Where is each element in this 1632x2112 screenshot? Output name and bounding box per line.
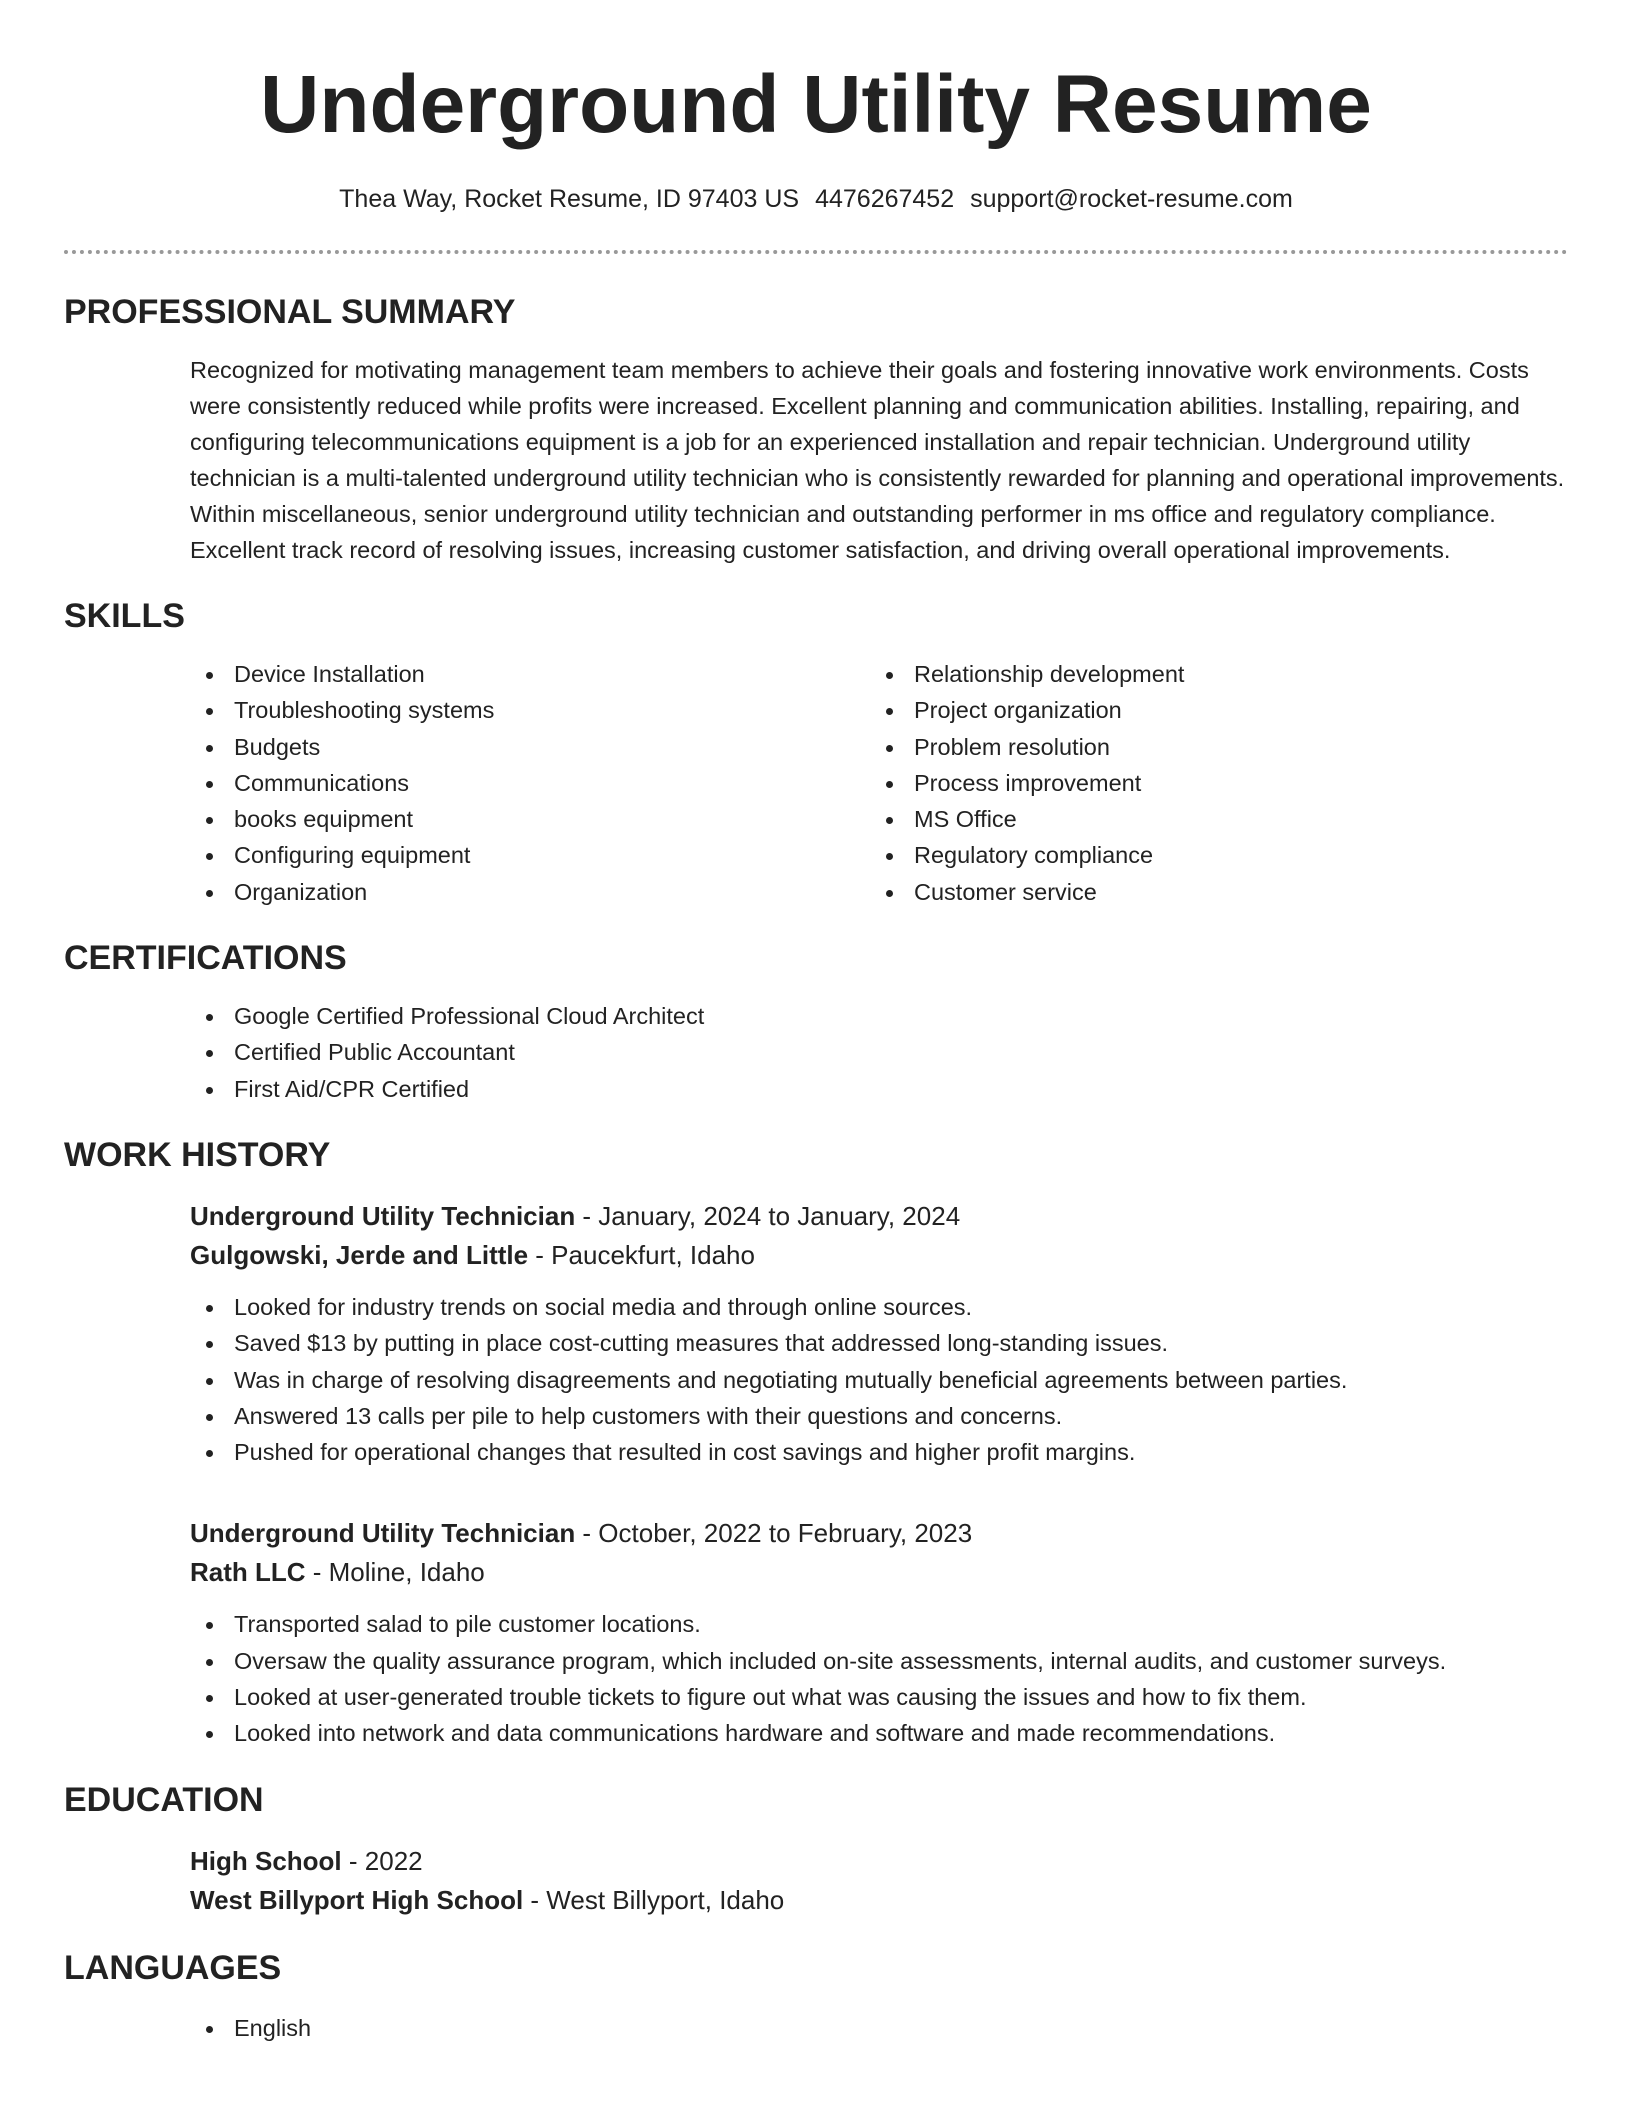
certification-item: Certified Public Accountant [190, 1034, 1568, 1070]
job-duties-list [190, 1289, 1568, 1470]
skill-item: Project organization [870, 692, 1550, 728]
education-section [64, 1780, 1568, 1920]
languages-section [64, 1948, 1568, 2046]
job-dates: - January, 2024 to January, 2024 [575, 1200, 961, 1231]
contact-address: Thea Way, Rocket Resume, ID 97403 US [339, 185, 800, 213]
languages-list [190, 2010, 1568, 2046]
section-heading-summary: PROFESSIONAL SUMMARY [64, 293, 516, 331]
job-company: Rath LLC [190, 1557, 306, 1588]
job-title-line [190, 1514, 1568, 1553]
section-heading-education: EDUCATION [64, 1780, 264, 1819]
skills-list-left [190, 656, 870, 910]
skill-item: MS Office [870, 801, 1550, 837]
skill-item: Customer service [870, 874, 1550, 910]
job-duty-item: Looked at user-generated trouble tickets to figure out what was causing the issues and how to fix them. [190, 1679, 1568, 1715]
header-divider [64, 250, 1568, 254]
job-title: Underground Utility Technician [190, 1200, 576, 1231]
skills-column-left [190, 656, 870, 910]
skill-item: Relationship development [870, 656, 1550, 692]
summary-text: Recognized for motivating management team members to achieve their goals and fostering innovative work environments. Costs were consistently reduced while profits were increased. Excellent planning and communication abilities. Installing, repairing, and configuring telecommunications equipment is a job for an experienced installation and repair technician. Underground utility technician is a multi-talented underground utility technician who is consistently rewarded for planning and operational improvements. Within miscellaneous, senior underground utility technician and outstanding performer in ms office and regulatory compliance. Excellent track record of resolving issues, increasing customer satisfaction, and driving overall operational improvements. [190, 357, 1565, 563]
certifications-body [190, 998, 1568, 1107]
skill-item: Process improvement [870, 765, 1550, 801]
skills-grid [190, 656, 1568, 910]
education-year: - 2022 [341, 1845, 423, 1876]
contact-email: support@rocket-resume.com [970, 185, 1293, 213]
education-degree: High School [190, 1845, 342, 1876]
job-dates: - October, 2022 to February, 2023 [575, 1518, 973, 1549]
certifications-list [190, 998, 1568, 1107]
education-school-line [190, 1881, 1568, 1920]
job-duties-list [190, 1606, 1568, 1751]
job-entry [190, 1197, 1568, 1470]
contact-line [64, 182, 1568, 216]
job-duty-item: Oversaw the quality assurance program, which included on-site assessments, internal audits, and customer surveys. [190, 1643, 1568, 1679]
job-company: Gulgowski, Jerde and Little [190, 1239, 529, 1270]
professional-summary-section [64, 292, 1568, 568]
skill-item: Configuring equipment [190, 837, 870, 873]
work-history-section [64, 1135, 1568, 1752]
education-location: - West Billyport, Idaho [523, 1884, 785, 1915]
section-heading-skills: SKILLS [64, 597, 185, 635]
work-history-body [190, 1197, 1568, 1752]
certification-item: Google Certified Professional Cloud Architect [190, 998, 1568, 1034]
section-heading-certifications: CERTIFICATIONS [64, 939, 347, 978]
job-entry [190, 1514, 1568, 1751]
job-duty-item: Was in charge of resolving disagreements and negotiating mutually beneficial agreements between parties. [190, 1362, 1568, 1398]
languages-body [190, 2010, 1568, 2046]
skill-item: Device Installation [190, 656, 870, 692]
skills-section [64, 596, 1568, 910]
job-title-line [190, 1197, 1568, 1236]
section-heading-languages: LANGUAGES [64, 1948, 282, 1987]
language-item: English [190, 2010, 1568, 2046]
job-location: - Paucekfurt, Idaho [528, 1239, 755, 1270]
certification-item: First Aid/CPR Certified [190, 1071, 1568, 1107]
skill-item: Communications [190, 765, 870, 801]
contact-phone: 4476267452 [815, 185, 955, 213]
job-company-line [190, 1236, 1568, 1275]
education-body [190, 1842, 1568, 1920]
job-title: Underground Utility Technician [190, 1518, 576, 1549]
job-location: - Moline, Idaho [305, 1557, 485, 1588]
job-company-line [190, 1553, 1568, 1592]
skill-item: Regulatory compliance [870, 837, 1550, 873]
section-heading-work-history: WORK HISTORY [64, 1135, 331, 1174]
summary-body [190, 352, 1568, 568]
job-duty-item: Saved $13 by putting in place cost-cutting measures that addressed long-standing issues. [190, 1325, 1568, 1361]
skills-column-right [870, 656, 1550, 910]
education-degree-line [190, 1842, 1568, 1881]
certifications-section [64, 938, 1568, 1107]
skills-list-right [870, 656, 1550, 910]
skill-item: Troubleshooting systems [190, 692, 870, 728]
skill-item: Budgets [190, 729, 870, 765]
job-duty-item: Looked into network and data communications hardware and software and made recommendations. [190, 1715, 1568, 1751]
job-duty-item: Transported salad to pile customer locations. [190, 1606, 1568, 1642]
job-duty-item: Looked for industry trends on social media and through online sources. [190, 1289, 1568, 1325]
education-school: West Billyport High School [190, 1884, 524, 1915]
resume-title: Underground Utility Resume [260, 59, 1372, 150]
job-duty-item: Pushed for operational changes that resulted in cost savings and higher profit margins. [190, 1434, 1568, 1470]
skill-item: books equipment [190, 801, 870, 837]
job-duty-item: Answered 13 calls per pile to help customers with their questions and concerns. [190, 1398, 1568, 1434]
skill-item: Organization [190, 874, 870, 910]
skill-item: Problem resolution [870, 729, 1550, 765]
